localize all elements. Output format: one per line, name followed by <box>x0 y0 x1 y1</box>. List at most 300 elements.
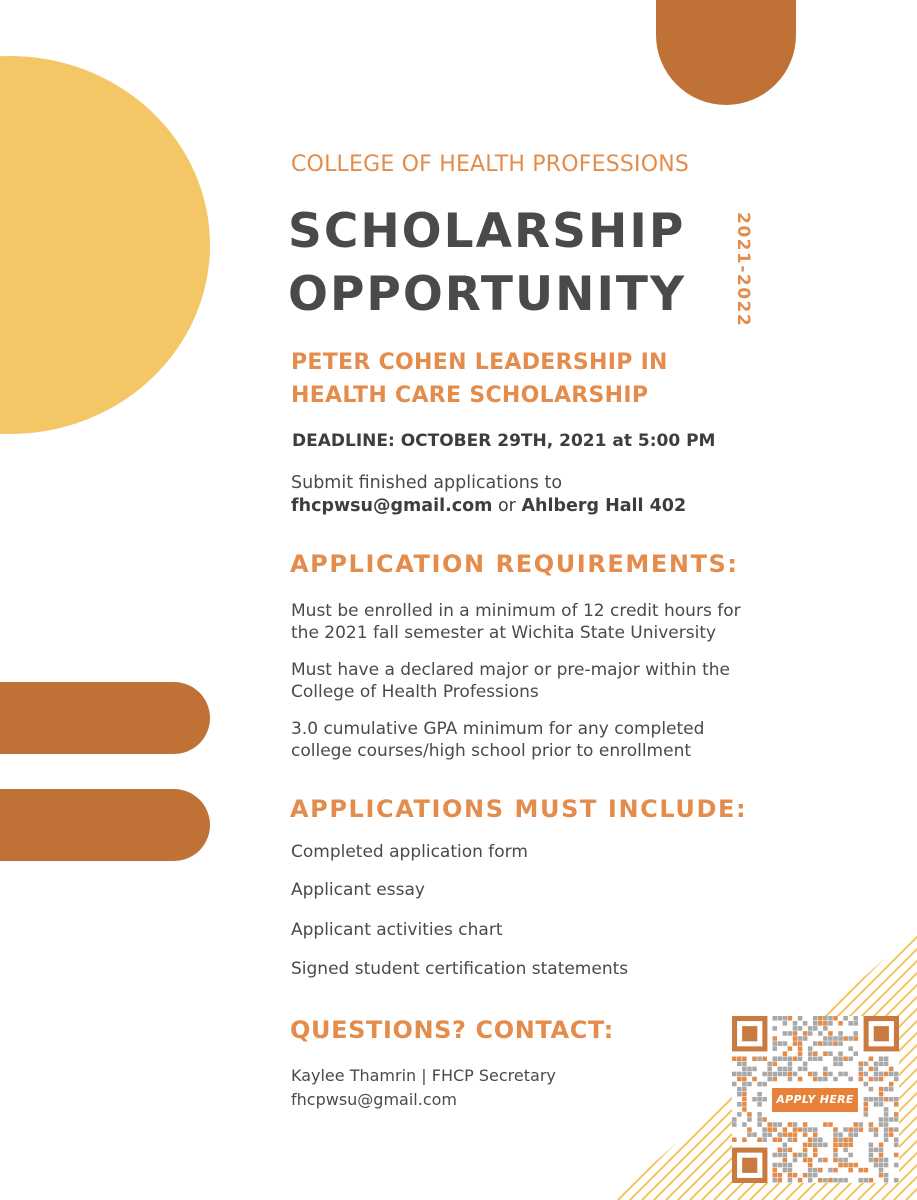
qr-module <box>848 1143 853 1148</box>
qr-module <box>823 1021 828 1026</box>
qr-module <box>747 1082 752 1087</box>
qr-module <box>853 1016 858 1021</box>
qr-module <box>838 1041 843 1046</box>
qr-module <box>762 1127 767 1132</box>
qr-module <box>778 1178 783 1183</box>
qr-module <box>818 1056 823 1061</box>
qr-module <box>889 1117 894 1122</box>
qr-module <box>757 1092 762 1097</box>
qr-module <box>813 1127 818 1132</box>
qr-module <box>859 1122 864 1127</box>
qr-module <box>742 1102 747 1107</box>
qr-module <box>803 1127 808 1132</box>
requirement-item: Must have a declared major or pre-major within the College of Health Professions <box>291 660 730 702</box>
qr-module <box>879 1168 884 1173</box>
qr-module <box>742 1137 747 1142</box>
qr-module <box>798 1026 803 1031</box>
qr-module <box>838 1132 843 1137</box>
include-item: Applicant activities chart <box>291 920 503 940</box>
apply-here-button[interactable]: APPLY HERE <box>772 1088 858 1112</box>
qr-module <box>869 1087 874 1092</box>
qr-module <box>879 1062 884 1067</box>
qr-module <box>757 1102 762 1107</box>
qr-module <box>874 1077 879 1082</box>
qr-module <box>772 1178 777 1183</box>
qr-module <box>843 1072 848 1077</box>
qr-module <box>869 1153 874 1158</box>
qr-module <box>772 1016 777 1021</box>
qr-module <box>767 1122 772 1127</box>
qr-module <box>793 1173 798 1178</box>
qr-module <box>828 1021 833 1026</box>
qr-module <box>793 1137 798 1142</box>
qr-module <box>884 1173 889 1178</box>
qr-module <box>803 1031 808 1036</box>
qr-module <box>823 1178 828 1183</box>
qr-module <box>762 1117 767 1122</box>
qr-module <box>823 1077 828 1082</box>
qr-module <box>884 1072 889 1077</box>
qr-module <box>742 1077 747 1082</box>
qr-module <box>798 1041 803 1046</box>
qr-module <box>823 1051 828 1056</box>
submit-or-text: or <box>497 496 516 516</box>
qr-module <box>778 1132 783 1137</box>
qr-module <box>848 1046 853 1051</box>
qr-module <box>874 1158 879 1163</box>
qr-module <box>823 1072 828 1077</box>
qr-module <box>783 1051 788 1056</box>
qr-module <box>838 1143 843 1148</box>
qr-module <box>894 1178 899 1183</box>
qr-module <box>838 1062 843 1067</box>
include-item: Applicant essay <box>291 880 425 900</box>
qr-module <box>808 1163 813 1168</box>
qr-module <box>798 1051 803 1056</box>
qr-module <box>788 1046 793 1051</box>
qr-module <box>772 1122 777 1127</box>
qr-module <box>859 1062 864 1067</box>
qr-module <box>853 1021 858 1026</box>
qr-module <box>808 1168 813 1173</box>
include-item: Signed student certification statements <box>291 959 629 979</box>
qr-module <box>788 1173 793 1178</box>
qr-module <box>828 1016 833 1021</box>
qr-module <box>737 1056 742 1061</box>
qr-module <box>828 1041 833 1046</box>
qr-finder-pattern <box>874 1026 889 1041</box>
qr-module <box>884 1122 889 1127</box>
qr-module <box>874 1097 879 1102</box>
qr-module <box>798 1127 803 1132</box>
qr-module <box>778 1056 783 1061</box>
qr-module <box>818 1041 823 1046</box>
qr-module <box>889 1097 894 1102</box>
qr-module <box>778 1137 783 1142</box>
qr-module <box>894 1117 899 1122</box>
qr-module <box>818 1178 823 1183</box>
qr-module <box>838 1031 843 1036</box>
qr-module <box>813 1148 818 1153</box>
qr-module <box>808 1127 813 1132</box>
qr-module <box>828 1072 833 1077</box>
qr-module <box>853 1132 858 1137</box>
qr-module <box>767 1072 772 1077</box>
qr-module <box>757 1137 762 1142</box>
qr-module <box>793 1041 798 1046</box>
qr-module <box>803 1173 808 1178</box>
qr-module <box>778 1163 783 1168</box>
qr-module <box>788 1163 793 1168</box>
qr-module <box>853 1163 858 1168</box>
qr-module <box>848 1056 853 1061</box>
qr-module <box>879 1097 884 1102</box>
qr-module <box>808 1143 813 1148</box>
contact-heading: QUESTIONS? CONTACT: <box>290 1016 614 1044</box>
qr-module <box>884 1056 889 1061</box>
qr-module <box>783 1072 788 1077</box>
qr-module <box>838 1163 843 1168</box>
qr-module <box>864 1072 869 1077</box>
contact-name: Kaylee Thamrin | FHCP Secretary <box>291 1066 556 1085</box>
qr-module <box>798 1067 803 1072</box>
qr-module <box>778 1041 783 1046</box>
qr-module <box>752 1077 757 1082</box>
qr-module <box>808 1051 813 1056</box>
qr-module <box>762 1056 767 1061</box>
qr-module <box>793 1026 798 1031</box>
qr-module <box>737 1077 742 1082</box>
qr-module <box>864 1062 869 1067</box>
qr-module <box>788 1031 793 1036</box>
qr-module <box>838 1178 843 1183</box>
qr-module <box>874 1127 879 1132</box>
qr-module <box>889 1132 894 1137</box>
qr-module <box>737 1102 742 1107</box>
qr-module <box>864 1082 869 1087</box>
qr-module <box>894 1137 899 1142</box>
qr-module <box>803 1132 808 1137</box>
qr-module <box>772 1137 777 1142</box>
qr-module <box>772 1072 777 1077</box>
qr-module <box>803 1158 808 1163</box>
qr-module <box>838 1056 843 1061</box>
qr-module <box>752 1097 757 1102</box>
qr-module <box>833 1148 838 1153</box>
qr-module <box>859 1077 864 1082</box>
qr-module <box>742 1092 747 1097</box>
college-name: COLLEGE OF HEALTH PROFESSIONS <box>291 152 690 177</box>
stripe-line <box>612 930 720 1200</box>
qr-module <box>783 1153 788 1158</box>
qr-module <box>848 1127 853 1132</box>
qr-module <box>767 1132 772 1137</box>
qr-module <box>823 1158 828 1163</box>
requirement-item: Must be enrolled in a minimum of 12 credit hours for the 2021 fall semester at Wichita State University <box>291 601 741 643</box>
qr-module <box>732 1117 737 1122</box>
qr-module <box>869 1056 874 1061</box>
qr-module <box>853 1122 858 1127</box>
scholarship-name-line-1: PETER COHEN LEADERSHIP IN <box>291 350 668 375</box>
decorative-top-pill <box>656 0 796 105</box>
qr-module <box>864 1178 869 1183</box>
qr-module <box>808 1158 813 1163</box>
qr-module <box>772 1036 777 1041</box>
page-title-line-1: SCHOLARSHIP <box>288 204 686 259</box>
submit-email-link[interactable]: fhcpwsu@gmail.com <box>291 496 493 516</box>
qr-module <box>788 1122 793 1127</box>
qr-module <box>864 1102 869 1107</box>
qr-module <box>798 1077 803 1082</box>
qr-module <box>869 1143 874 1148</box>
qr-module <box>833 1016 838 1021</box>
qr-module <box>788 1168 793 1173</box>
qr-module <box>742 1067 747 1072</box>
qr-module <box>884 1132 889 1137</box>
qr-module <box>869 1122 874 1127</box>
qr-module <box>737 1062 742 1067</box>
qr-module <box>874 1163 879 1168</box>
qr-module <box>843 1148 848 1153</box>
submit-instructions: Submit finished applications to <box>291 473 563 493</box>
qr-module <box>783 1067 788 1072</box>
qr-module <box>767 1127 772 1132</box>
qr-module <box>732 1082 737 1087</box>
qr-module <box>859 1178 864 1183</box>
qr-module <box>803 1148 808 1153</box>
qr-module <box>788 1178 793 1183</box>
qr-module <box>864 1112 869 1117</box>
qr-module <box>833 1127 838 1132</box>
qr-module <box>889 1127 894 1132</box>
qr-module <box>843 1163 848 1168</box>
qr-module <box>783 1163 788 1168</box>
qr-module <box>894 1143 899 1148</box>
include-item: Completed application form <box>291 842 528 862</box>
qr-module <box>833 1168 838 1173</box>
qr-module <box>843 1137 848 1142</box>
qr-module <box>788 1016 793 1021</box>
qr-module <box>778 1016 783 1021</box>
qr-module <box>813 1021 818 1026</box>
qr-module <box>838 1158 843 1163</box>
qr-module <box>879 1087 884 1092</box>
qr-module <box>833 1132 838 1137</box>
qr-module <box>793 1122 798 1127</box>
qr-module <box>803 1036 808 1041</box>
qr-module <box>853 1051 858 1056</box>
qr-module <box>793 1031 798 1036</box>
qr-module <box>808 1056 813 1061</box>
qr-module <box>843 1178 848 1183</box>
qr-module <box>884 1158 889 1163</box>
qr-module <box>843 1056 848 1061</box>
qr-module <box>737 1072 742 1077</box>
qr-module <box>853 1127 858 1132</box>
qr-module <box>742 1122 747 1127</box>
qr-module <box>843 1016 848 1021</box>
qr-module <box>818 1137 823 1142</box>
qr-module <box>762 1072 767 1077</box>
qr-module <box>783 1168 788 1173</box>
qr-module <box>778 1072 783 1077</box>
qr-module <box>848 1137 853 1142</box>
qr-module <box>864 1107 869 1112</box>
qr-module <box>813 1132 818 1137</box>
qr-module <box>823 1026 828 1031</box>
qr-module <box>879 1173 884 1178</box>
academic-year-label: 2021-2022 <box>733 212 753 328</box>
submit-destinations <box>291 496 686 516</box>
qr-module <box>747 1132 752 1137</box>
qr-module <box>783 1143 788 1148</box>
qr-module <box>879 1117 884 1122</box>
qr-module <box>833 1178 838 1183</box>
qr-module <box>813 1056 818 1061</box>
qr-module <box>884 1062 889 1067</box>
qr-module <box>757 1097 762 1102</box>
qr-module <box>737 1112 742 1117</box>
qr-module <box>853 1036 858 1041</box>
qr-module <box>783 1021 788 1026</box>
qr-module <box>859 1072 864 1077</box>
qr-module <box>798 1046 803 1051</box>
qr-module <box>747 1072 752 1077</box>
qr-module <box>737 1092 742 1097</box>
qr-module <box>813 1137 818 1142</box>
qr-module <box>818 1016 823 1021</box>
scholarship-name-line-2: HEALTH CARE SCHOLARSHIP <box>291 383 649 408</box>
qr-module <box>772 1153 777 1158</box>
qr-module <box>869 1127 874 1132</box>
qr-module <box>838 1072 843 1077</box>
qr-module <box>879 1153 884 1158</box>
qr-module <box>894 1112 899 1117</box>
qr-module <box>808 1031 813 1036</box>
qr-module <box>869 1158 874 1163</box>
qr-module <box>742 1056 747 1061</box>
qr-module <box>813 1153 818 1158</box>
submit-location: Ahlberg Hall 402 <box>521 496 687 516</box>
qr-module <box>843 1036 848 1041</box>
qr-module <box>798 1153 803 1158</box>
qr-module <box>884 1163 889 1168</box>
qr-module <box>803 1067 808 1072</box>
qr-module <box>803 1153 808 1158</box>
qr-module <box>752 1067 757 1072</box>
qr-module <box>757 1082 762 1087</box>
qr-module <box>894 1077 899 1082</box>
qr-module <box>752 1132 757 1137</box>
qr-module <box>833 1062 838 1067</box>
deadline-text: DEADLINE: OCTOBER 29TH, 2021 at 5:00 PM <box>292 431 716 451</box>
qr-module <box>737 1087 742 1092</box>
qr-module <box>747 1117 752 1122</box>
qr-module <box>879 1092 884 1097</box>
qr-module <box>783 1148 788 1153</box>
decorative-side-pill <box>0 789 210 861</box>
qr-module <box>879 1056 884 1061</box>
qr-module <box>823 1016 828 1021</box>
qr-module <box>848 1153 853 1158</box>
qr-module <box>833 1143 838 1148</box>
qr-module <box>742 1072 747 1077</box>
qr-module <box>732 1122 737 1127</box>
qr-module <box>772 1026 777 1031</box>
qr-module <box>742 1087 747 1092</box>
qr-module <box>778 1173 783 1178</box>
qr-module <box>823 1122 828 1127</box>
qr-module <box>767 1077 772 1082</box>
qr-module <box>772 1168 777 1173</box>
qr-module <box>843 1158 848 1163</box>
qr-module <box>783 1158 788 1163</box>
qr-module <box>884 1097 889 1102</box>
qr-module <box>788 1056 793 1061</box>
qr-module <box>803 1143 808 1148</box>
qr-module <box>879 1148 884 1153</box>
qr-module <box>879 1143 884 1148</box>
qr-module <box>838 1051 843 1056</box>
qr-module <box>747 1067 752 1072</box>
qr-module <box>859 1067 864 1072</box>
qr-module <box>783 1031 788 1036</box>
qr-module <box>823 1143 828 1148</box>
qr-module <box>788 1077 793 1082</box>
qr-module <box>783 1041 788 1046</box>
qr-module <box>823 1036 828 1041</box>
qr-module <box>848 1021 853 1026</box>
qr-module <box>828 1122 833 1127</box>
qr-module <box>828 1036 833 1041</box>
qr-module <box>767 1062 772 1067</box>
qr-module <box>874 1148 879 1153</box>
qr-module <box>788 1072 793 1077</box>
qr-module <box>853 1031 858 1036</box>
qr-module <box>869 1077 874 1082</box>
qr-module <box>788 1148 793 1153</box>
qr-module <box>848 1132 853 1137</box>
qr-module <box>772 1062 777 1067</box>
qr-module <box>778 1067 783 1072</box>
qr-module <box>869 1097 874 1102</box>
qr-module <box>833 1153 838 1158</box>
qr-module <box>894 1102 899 1107</box>
contact-email-link[interactable]: fhcpwsu@gmail.com <box>291 1090 457 1109</box>
qr-module <box>808 1026 813 1031</box>
qr-module <box>884 1112 889 1117</box>
qr-module <box>757 1122 762 1127</box>
qr-module <box>848 1163 853 1168</box>
qr-module <box>803 1062 808 1067</box>
qr-module <box>803 1021 808 1026</box>
qr-module <box>793 1072 798 1077</box>
stripe-line <box>612 930 744 1200</box>
qr-module <box>772 1056 777 1061</box>
qr-module <box>828 1168 833 1173</box>
qr-module <box>732 1137 737 1142</box>
qr-module <box>818 1158 823 1163</box>
qr-module <box>747 1127 752 1132</box>
qr-module <box>752 1056 757 1061</box>
qr-module <box>742 1107 747 1112</box>
qr-module <box>838 1137 843 1142</box>
qr-module <box>813 1072 818 1077</box>
qr-module <box>869 1178 874 1183</box>
qr-module <box>894 1097 899 1102</box>
qr-module <box>783 1127 788 1132</box>
qr-module <box>793 1056 798 1061</box>
